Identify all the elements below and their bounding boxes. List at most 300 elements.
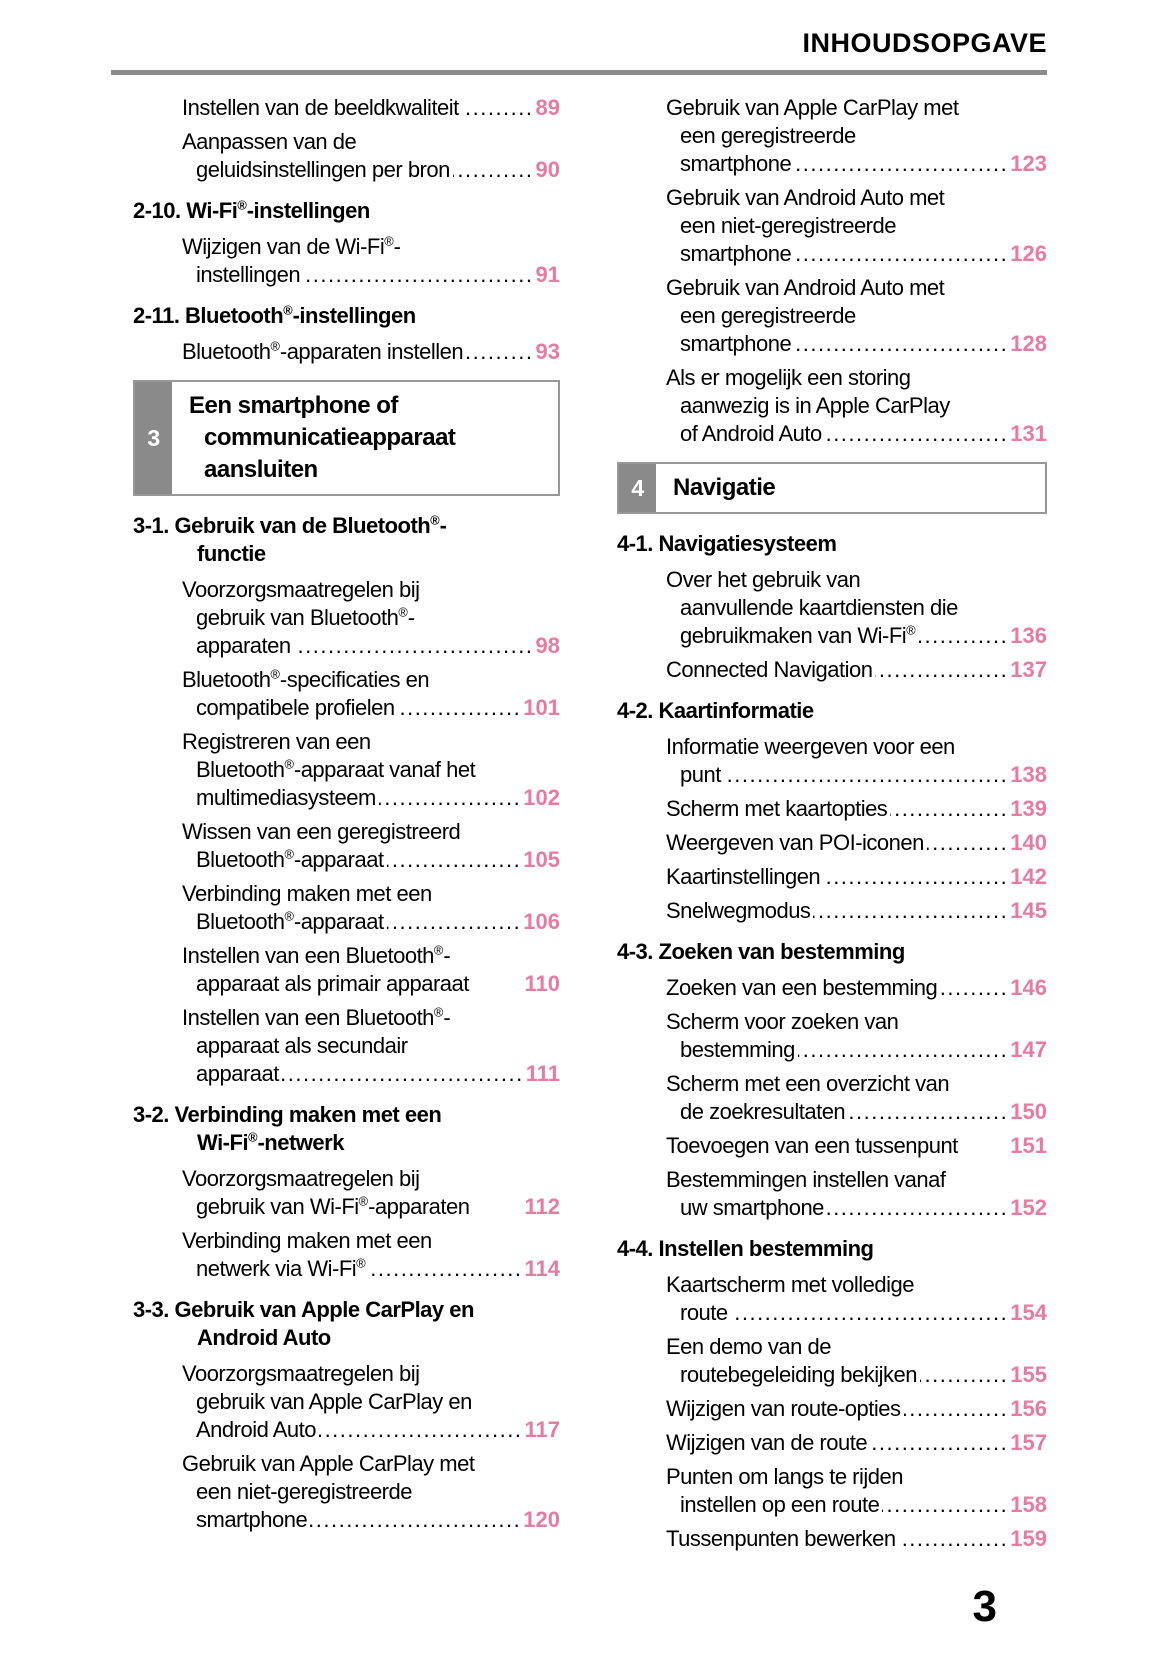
toc-entry-line [666, 863, 1047, 891]
dot-leader [825, 420, 1009, 448]
toc-page-number: 158 [1010, 1492, 1047, 1517]
toc-entry-text: multimediasysteem [196, 785, 376, 810]
toc-entry-text: Toevoegen van een tussenpunt [666, 1133, 958, 1158]
toc-entry-text: Verbinding maken met een [182, 881, 432, 906]
toc-entry-line [182, 1032, 560, 1060]
toc-entry[interactable] [133, 1004, 560, 1088]
toc-entry-line [666, 302, 1047, 330]
toc-page-number: 140 [1010, 830, 1047, 855]
toc-entry-line [666, 392, 1047, 420]
toc-entry-line [666, 184, 1047, 212]
toc-entry-text: gebruik van Apple CarPlay en [196, 1389, 472, 1414]
toc-entry-text: Snelwegmodus [666, 898, 811, 923]
toc-entry-text: route [680, 1300, 728, 1325]
toc-entry[interactable] [133, 1227, 560, 1283]
toc-section-heading [617, 1235, 1047, 1263]
toc-entry-text: Aanpassen van de [182, 129, 357, 154]
toc-entry-line [666, 94, 1047, 122]
toc-entry[interactable] [133, 128, 560, 184]
toc-entry-text: Gebruik van Apple CarPlay met [182, 1451, 475, 1476]
toc-entry-text: Informatie weergeven voor een [666, 734, 955, 759]
toc-entry-text: Kaartscherm met volledige [666, 1272, 914, 1297]
toc-entry-line [182, 1506, 560, 1534]
toc-page-number: 120 [523, 1507, 560, 1532]
toc-entry-text: Als er mogelijk een storing [666, 365, 911, 390]
toc-entry-line [666, 829, 1047, 857]
toc-entry[interactable] [617, 1463, 1047, 1519]
section-number: 3-2. [133, 1102, 175, 1127]
section-number: 4-3. [617, 939, 659, 964]
toc-entry-text: Wijzigen van de Wi-Fi®- [182, 233, 401, 259]
toc-page-number: 112 [524, 1194, 560, 1219]
toc-entry-line [182, 666, 560, 694]
chapter-title-line: Navigatie [673, 474, 776, 501]
toc-entry-line [666, 1271, 1047, 1299]
toc-entry-line [666, 1070, 1047, 1098]
toc-entry[interactable] [133, 1450, 560, 1534]
toc-page-number: 114 [524, 1256, 560, 1281]
toc-entry-text: Bluetooth®-apparaat [196, 908, 384, 934]
dot-leader [303, 261, 533, 289]
section-title-line: 3-2. Verbinding maken met een [133, 1102, 442, 1127]
toc-entry-line [182, 728, 560, 756]
toc-entry[interactable] [133, 1360, 560, 1444]
toc-entry-text: Voorzorgsmaatregelen bij [182, 1361, 420, 1386]
toc-entry[interactable] [133, 1165, 560, 1221]
dot-leader [794, 150, 1008, 178]
toc-entry[interactable] [617, 1395, 1047, 1423]
toc-page-number: 151 [1010, 1133, 1047, 1158]
toc-entry-text: Bluetooth®-apparaat vanaf het [196, 756, 476, 782]
registered-trademark-symbol: ® [358, 1193, 369, 1209]
toc-page-number: 111 [525, 1061, 560, 1086]
toc-entry-text: Zoeken van een bestemming [666, 975, 938, 1000]
toc-entry-text: geluidsinstellingen per bron [196, 157, 450, 182]
toc-entry-text: compatibele profielen [196, 695, 395, 720]
toc-entry-line [666, 150, 1047, 178]
section-title-line: 4-2. Kaartinformatie [617, 698, 814, 723]
toc-page-number: 91 [535, 262, 560, 287]
toc-entry[interactable] [133, 338, 560, 366]
toc-page-number: 137 [1010, 657, 1047, 682]
toc-entry-text: aanvullende kaartdiensten die [680, 595, 958, 620]
toc-entry-line [182, 1227, 560, 1255]
toc-entry-text: een niet-geregistreerde [196, 1479, 412, 1504]
toc-entry-text: Wissen van een geregistreerd [182, 819, 461, 844]
toc-entry-text: een niet-geregistreerde [680, 213, 896, 238]
toc-entry-line [666, 1333, 1047, 1361]
dot-leader [870, 1429, 1008, 1457]
toc-entry[interactable] [133, 94, 560, 122]
dot-leader [798, 1036, 1008, 1064]
toc-entry[interactable] [617, 94, 1047, 178]
toc-entry-line [666, 1036, 1047, 1064]
dot-leader [823, 863, 1008, 891]
toc-entry-line [182, 1360, 560, 1388]
section-number: 3-3. [133, 1297, 175, 1322]
toc-entry-line [666, 656, 1047, 684]
toc-entry[interactable] [617, 1271, 1047, 1327]
toc-entry[interactable] [617, 274, 1047, 358]
toc-entry-text: of Android Auto [680, 421, 822, 446]
toc-entry-text: Instellen van de beeldkwaliteit [182, 95, 459, 120]
toc-entry-line [666, 1132, 1047, 1160]
toc-page-number: 110 [524, 971, 560, 996]
dot-leader [310, 1506, 521, 1534]
dot-leader [920, 1361, 1008, 1389]
toc-page-number: 98 [535, 633, 560, 658]
registered-trademark-symbol: ® [906, 622, 916, 638]
dot-leader [724, 761, 1008, 789]
toc-entry-line [182, 1416, 560, 1444]
toc-entry-line [666, 1166, 1047, 1194]
toc-entry-line [182, 784, 560, 812]
toc-entry-text: Gebruik van Android Auto met [666, 275, 945, 300]
toc-section-heading [133, 512, 560, 568]
toc-entry-text: Bluetooth®-specificaties en [182, 666, 430, 692]
dot-leader [387, 846, 522, 874]
toc-section-heading [617, 697, 1047, 725]
toc-entry-line [666, 1429, 1047, 1457]
toc-entry-text: Wijzigen van route-opties [666, 1396, 901, 1421]
toc-entry[interactable] [133, 666, 560, 722]
toc-section-heading [617, 938, 1047, 966]
dot-leader [882, 1491, 1008, 1519]
dot-leader [848, 1098, 1008, 1126]
toc-entry-line [182, 846, 560, 874]
toc-page-number: 136 [1010, 623, 1047, 648]
toc-entry-line [182, 128, 560, 156]
toc-page-number: 128 [1010, 331, 1047, 356]
toc-entry-text: Verbinding maken met een [182, 1228, 432, 1253]
toc-entry-line [182, 261, 560, 289]
toc-entry-text: Een demo van de [666, 1334, 831, 1359]
dot-leader [899, 1525, 1009, 1553]
toc-entry-line [182, 632, 560, 660]
chapter-title-line: Een smartphone of [189, 392, 398, 419]
toc-column-right [617, 94, 1047, 1559]
toc-entry-line [666, 974, 1047, 1002]
toc-entry-line [182, 576, 560, 604]
toc-page-number: 152 [1010, 1195, 1047, 1220]
page-number-footer: 3 [972, 1582, 997, 1631]
toc-page-number: 105 [523, 847, 560, 872]
section-title-line: Android Auto [197, 1325, 331, 1350]
section-number: 4-1. [617, 531, 659, 556]
toc-page-number: 93 [535, 339, 560, 364]
toc-entry[interactable] [617, 1008, 1047, 1064]
toc-entry-text: apparaat als primair apparaat [196, 971, 469, 996]
toc-entry-line [182, 1388, 560, 1416]
toc-entry-line [666, 566, 1047, 594]
registered-trademark-symbol: ® [270, 338, 280, 354]
section-number: 4-2. [617, 698, 659, 723]
toc-entry-text: Android Auto [196, 1417, 316, 1442]
toc-entry-text: Instellen van een Bluetooth®- [182, 1004, 451, 1030]
toc-page-number: 159 [1010, 1526, 1047, 1551]
toc-entry-line [666, 1299, 1047, 1327]
toc-entry[interactable] [617, 184, 1047, 268]
toc-entry-line [666, 420, 1047, 448]
toc-entry-line [666, 212, 1047, 240]
toc-entry-line [666, 761, 1047, 789]
toc-entry-text: Wijzigen van de route [666, 1430, 868, 1455]
toc-entry-line [666, 1525, 1047, 1553]
dot-leader [462, 94, 534, 122]
registered-trademark-symbol: ® [284, 908, 294, 924]
toc-entry-text: Registreren van een [182, 729, 371, 754]
dot-leader [466, 338, 533, 366]
toc-entry-line [182, 1478, 560, 1506]
dot-leader [794, 330, 1008, 358]
toc-entry[interactable] [617, 897, 1047, 925]
section-title-line: functie [197, 541, 266, 566]
toc-entry[interactable] [617, 733, 1047, 789]
toc-entry-line [182, 694, 560, 722]
chapter-title [172, 382, 463, 494]
section-title-line: 4-3. Zoeken van bestemming [617, 939, 905, 964]
toc-entry-line [182, 970, 560, 998]
dot-leader [794, 240, 1008, 268]
toc-entry[interactable] [617, 1132, 1047, 1160]
page-header-title: INHOUDSOPGAVE [802, 28, 1047, 58]
section-number: 4-4. [617, 1236, 659, 1261]
toc-entry[interactable] [133, 880, 560, 936]
toc-entry-line [182, 1450, 560, 1478]
toc-entry-text: Scherm met kaartopties [666, 796, 888, 821]
toc-entry-text: Gebruik van Android Auto met [666, 185, 945, 210]
registered-trademark-symbol: ® [270, 666, 280, 682]
dot-leader [904, 1395, 1009, 1423]
toc-entry-line [182, 908, 560, 936]
dot-leader [294, 632, 534, 660]
toc-entry-line [666, 122, 1047, 150]
toc-entry[interactable] [133, 576, 560, 660]
toc-entry-line [666, 1395, 1047, 1423]
toc-entry[interactable] [617, 1333, 1047, 1389]
toc-entry-text: punt [680, 762, 721, 787]
toc-page-number: 145 [1010, 898, 1047, 923]
dot-leader [379, 784, 522, 812]
toc-entry-text: instellingen [196, 262, 301, 287]
toc-page-number: 142 [1010, 864, 1047, 889]
dot-leader [387, 908, 522, 936]
toc-entry-line [666, 1008, 1047, 1036]
section-title-line: 4-1. Navigatiesysteem [617, 531, 837, 556]
section-title-line: Wi-Fi®-netwerk [197, 1129, 344, 1155]
toc-entry[interactable] [617, 566, 1047, 650]
dot-leader [319, 1416, 523, 1444]
registered-trademark-symbol: ® [398, 604, 408, 620]
toc-page-number: 147 [1010, 1037, 1047, 1062]
toc-entry-text: gebruik van Bluetooth®- [196, 604, 415, 630]
toc-entry-text: een geregistreerde [680, 123, 856, 148]
toc-entry-text: gebruik van Wi-Fi®-apparaten [196, 1193, 470, 1219]
toc-section-heading [133, 302, 560, 330]
toc-entry-text: uw smartphone [680, 1195, 824, 1220]
toc-entry[interactable] [617, 1166, 1047, 1222]
toc-entry-line [182, 756, 560, 784]
toc-entry-line [666, 1463, 1047, 1491]
section-title-line: 3-3. Gebruik van Apple CarPlay en [133, 1297, 474, 1322]
toc-section-heading [133, 197, 560, 225]
toc-entry-line [182, 338, 560, 366]
chapter-number: 4 [631, 475, 644, 501]
chapter-title-line: communicatieapparaat [204, 424, 456, 451]
toc-page-number: 154 [1010, 1300, 1047, 1325]
header-rule [111, 70, 1047, 75]
toc-entry-line [182, 94, 560, 122]
dot-leader [282, 1060, 524, 1088]
toc-entry-line [182, 1060, 560, 1088]
toc-page-number: 117 [524, 1417, 560, 1442]
toc-page-number: 101 [523, 695, 560, 720]
registered-trademark-symbol: ® [433, 942, 444, 958]
toc-entry-line [666, 733, 1047, 761]
toc-entry-text: Bluetooth®-apparaten instellen [182, 338, 464, 364]
toc-page-number: 146 [1010, 975, 1047, 1000]
toc-entry-line [182, 1165, 560, 1193]
toc-entry-text: gebruikmaken van Wi-Fi® [680, 622, 916, 648]
toc-entry-text: netwerk via Wi-Fi® [196, 1255, 366, 1281]
toc-page-number: 106 [523, 909, 560, 934]
toc-entry[interactable] [617, 863, 1047, 891]
toc-entry-text: Voorzorgsmaatregelen bij [182, 577, 420, 602]
toc-entry[interactable] [617, 656, 1047, 684]
toc-entry-text: Weergeven van POI-iconen [666, 830, 924, 855]
dot-leader [398, 694, 522, 722]
toc-entry-line [666, 1194, 1047, 1222]
registered-trademark-symbol: ® [248, 1129, 258, 1145]
toc-entry[interactable] [617, 795, 1047, 823]
toc-entry-line [666, 795, 1047, 823]
toc-entry[interactable] [617, 364, 1047, 448]
section-title-line: 2-11. Bluetooth®-instellingen [133, 302, 416, 328]
toc-entry-line [666, 594, 1047, 622]
toc-entry[interactable] [617, 1070, 1047, 1126]
toc-entry-text: Scherm met een overzicht van [666, 1071, 950, 1096]
toc-entry-text: apparaat als secundair [196, 1033, 408, 1058]
toc-entry-text: Gebruik van Apple CarPlay met [666, 95, 959, 120]
registered-trademark-symbol: ® [284, 756, 294, 772]
dot-leader [731, 1299, 1009, 1327]
toc-page-number: 139 [1010, 796, 1047, 821]
registered-trademark-symbol: ® [237, 197, 247, 213]
toc-page-number: 155 [1010, 1362, 1047, 1387]
toc-entry-line [666, 1098, 1047, 1126]
toc-entry-text: Punten om langs te rijden [666, 1464, 903, 1489]
toc-entry-text: bestemming [680, 1037, 795, 1062]
toc-entry-text: Bestemmingen instellen vanaf [666, 1167, 946, 1192]
toc-entry-text: Instellen van een Bluetooth®- [182, 942, 451, 968]
toc-entry-line [666, 1491, 1047, 1519]
dot-leader [919, 622, 1009, 650]
section-title-line: 2-10. Wi-Fi®-instellingen [133, 197, 370, 223]
toc-entry-line [182, 880, 560, 908]
toc-entry-line [666, 330, 1047, 358]
registered-trademark-symbol: ® [284, 846, 294, 862]
section-title-line: 4-4. Instellen bestemming [617, 1236, 874, 1261]
toc-entry-text: de zoekresultaten [680, 1099, 846, 1124]
dot-leader [890, 795, 1008, 823]
toc-entry-text: Scherm voor zoeken van [666, 1009, 899, 1034]
section-number: 3-1. [133, 513, 175, 538]
toc-entry-line [666, 897, 1047, 925]
toc-entry-line [666, 622, 1047, 650]
toc-page-number: 150 [1010, 1099, 1047, 1124]
toc-page-number: 123 [1010, 151, 1047, 176]
toc-page-number: 157 [1010, 1430, 1047, 1455]
toc-entry[interactable] [617, 1429, 1047, 1457]
toc-entry-line [182, 1004, 560, 1032]
chapter-number: 3 [147, 425, 160, 451]
section-number: 2-10. [133, 198, 187, 223]
section-title-line: 3-1. Gebruik van de Bluetooth®- [133, 512, 447, 538]
toc-entry-text: smartphone [680, 331, 792, 356]
toc-entry-line [182, 604, 560, 632]
toc-entry[interactable] [617, 829, 1047, 857]
toc-entry-text: Bluetooth®-apparaat [196, 846, 384, 872]
toc-entry-text: apparaat [196, 1061, 279, 1086]
toc-section-heading [133, 1296, 560, 1352]
toc-entry-line [182, 942, 560, 970]
registered-trademark-symbol: ® [384, 233, 394, 249]
toc-entry-text: smartphone [680, 151, 792, 176]
chapter-number-tab [619, 464, 656, 512]
dot-leader [875, 656, 1008, 684]
toc-page-number: 126 [1010, 241, 1047, 266]
toc-entry-line [666, 240, 1047, 268]
toc-entry-text: smartphone [680, 241, 792, 266]
toc-page-number: 138 [1010, 762, 1047, 787]
toc-entry-text: Tussenpunten bewerken [666, 1526, 896, 1551]
chapter-title [656, 464, 783, 512]
toc-entry-text: Over het gebruik van [666, 567, 861, 592]
chapter-box [617, 462, 1047, 514]
toc-page-number: 131 [1010, 421, 1047, 446]
toc-entry-text: apparaten [196, 633, 291, 658]
toc-column-left [133, 94, 560, 1540]
chapter-box [133, 380, 560, 496]
toc-entry-text: smartphone [196, 1507, 308, 1532]
toc-entry-line [182, 233, 560, 261]
toc-entry-text: Kaartinstellingen [666, 864, 821, 889]
toc-entry[interactable] [133, 233, 560, 289]
toc-section-heading [133, 1101, 560, 1157]
toc-entry[interactable] [133, 942, 560, 998]
dot-leader [827, 1194, 1008, 1222]
registered-trademark-symbol: ® [356, 1255, 366, 1271]
toc-page-number: 89 [535, 95, 560, 120]
dot-leader [813, 897, 1008, 925]
toc-entry-text: aanwezig is in Apple CarPlay [680, 393, 950, 418]
toc-page-number: 102 [523, 785, 560, 810]
dot-leader [369, 1255, 523, 1283]
toc-page-number: 156 [1010, 1396, 1047, 1421]
toc-entry-line [182, 818, 560, 846]
registered-trademark-symbol: ® [430, 512, 440, 528]
toc-entry[interactable] [133, 818, 560, 874]
toc-entry[interactable] [617, 1525, 1047, 1553]
toc-entry-text: Voorzorgsmaatregelen bij [182, 1166, 420, 1191]
chapter-number-tab [135, 382, 172, 494]
toc-entry-text: Connected Navigation [666, 657, 873, 682]
toc-entry-line [182, 1255, 560, 1283]
section-number: 2-11. [133, 303, 186, 328]
toc-entry[interactable] [617, 974, 1047, 1002]
toc-entry[interactable] [133, 728, 560, 812]
toc-entry-text: routebegeleiding bekijken [680, 1362, 918, 1387]
